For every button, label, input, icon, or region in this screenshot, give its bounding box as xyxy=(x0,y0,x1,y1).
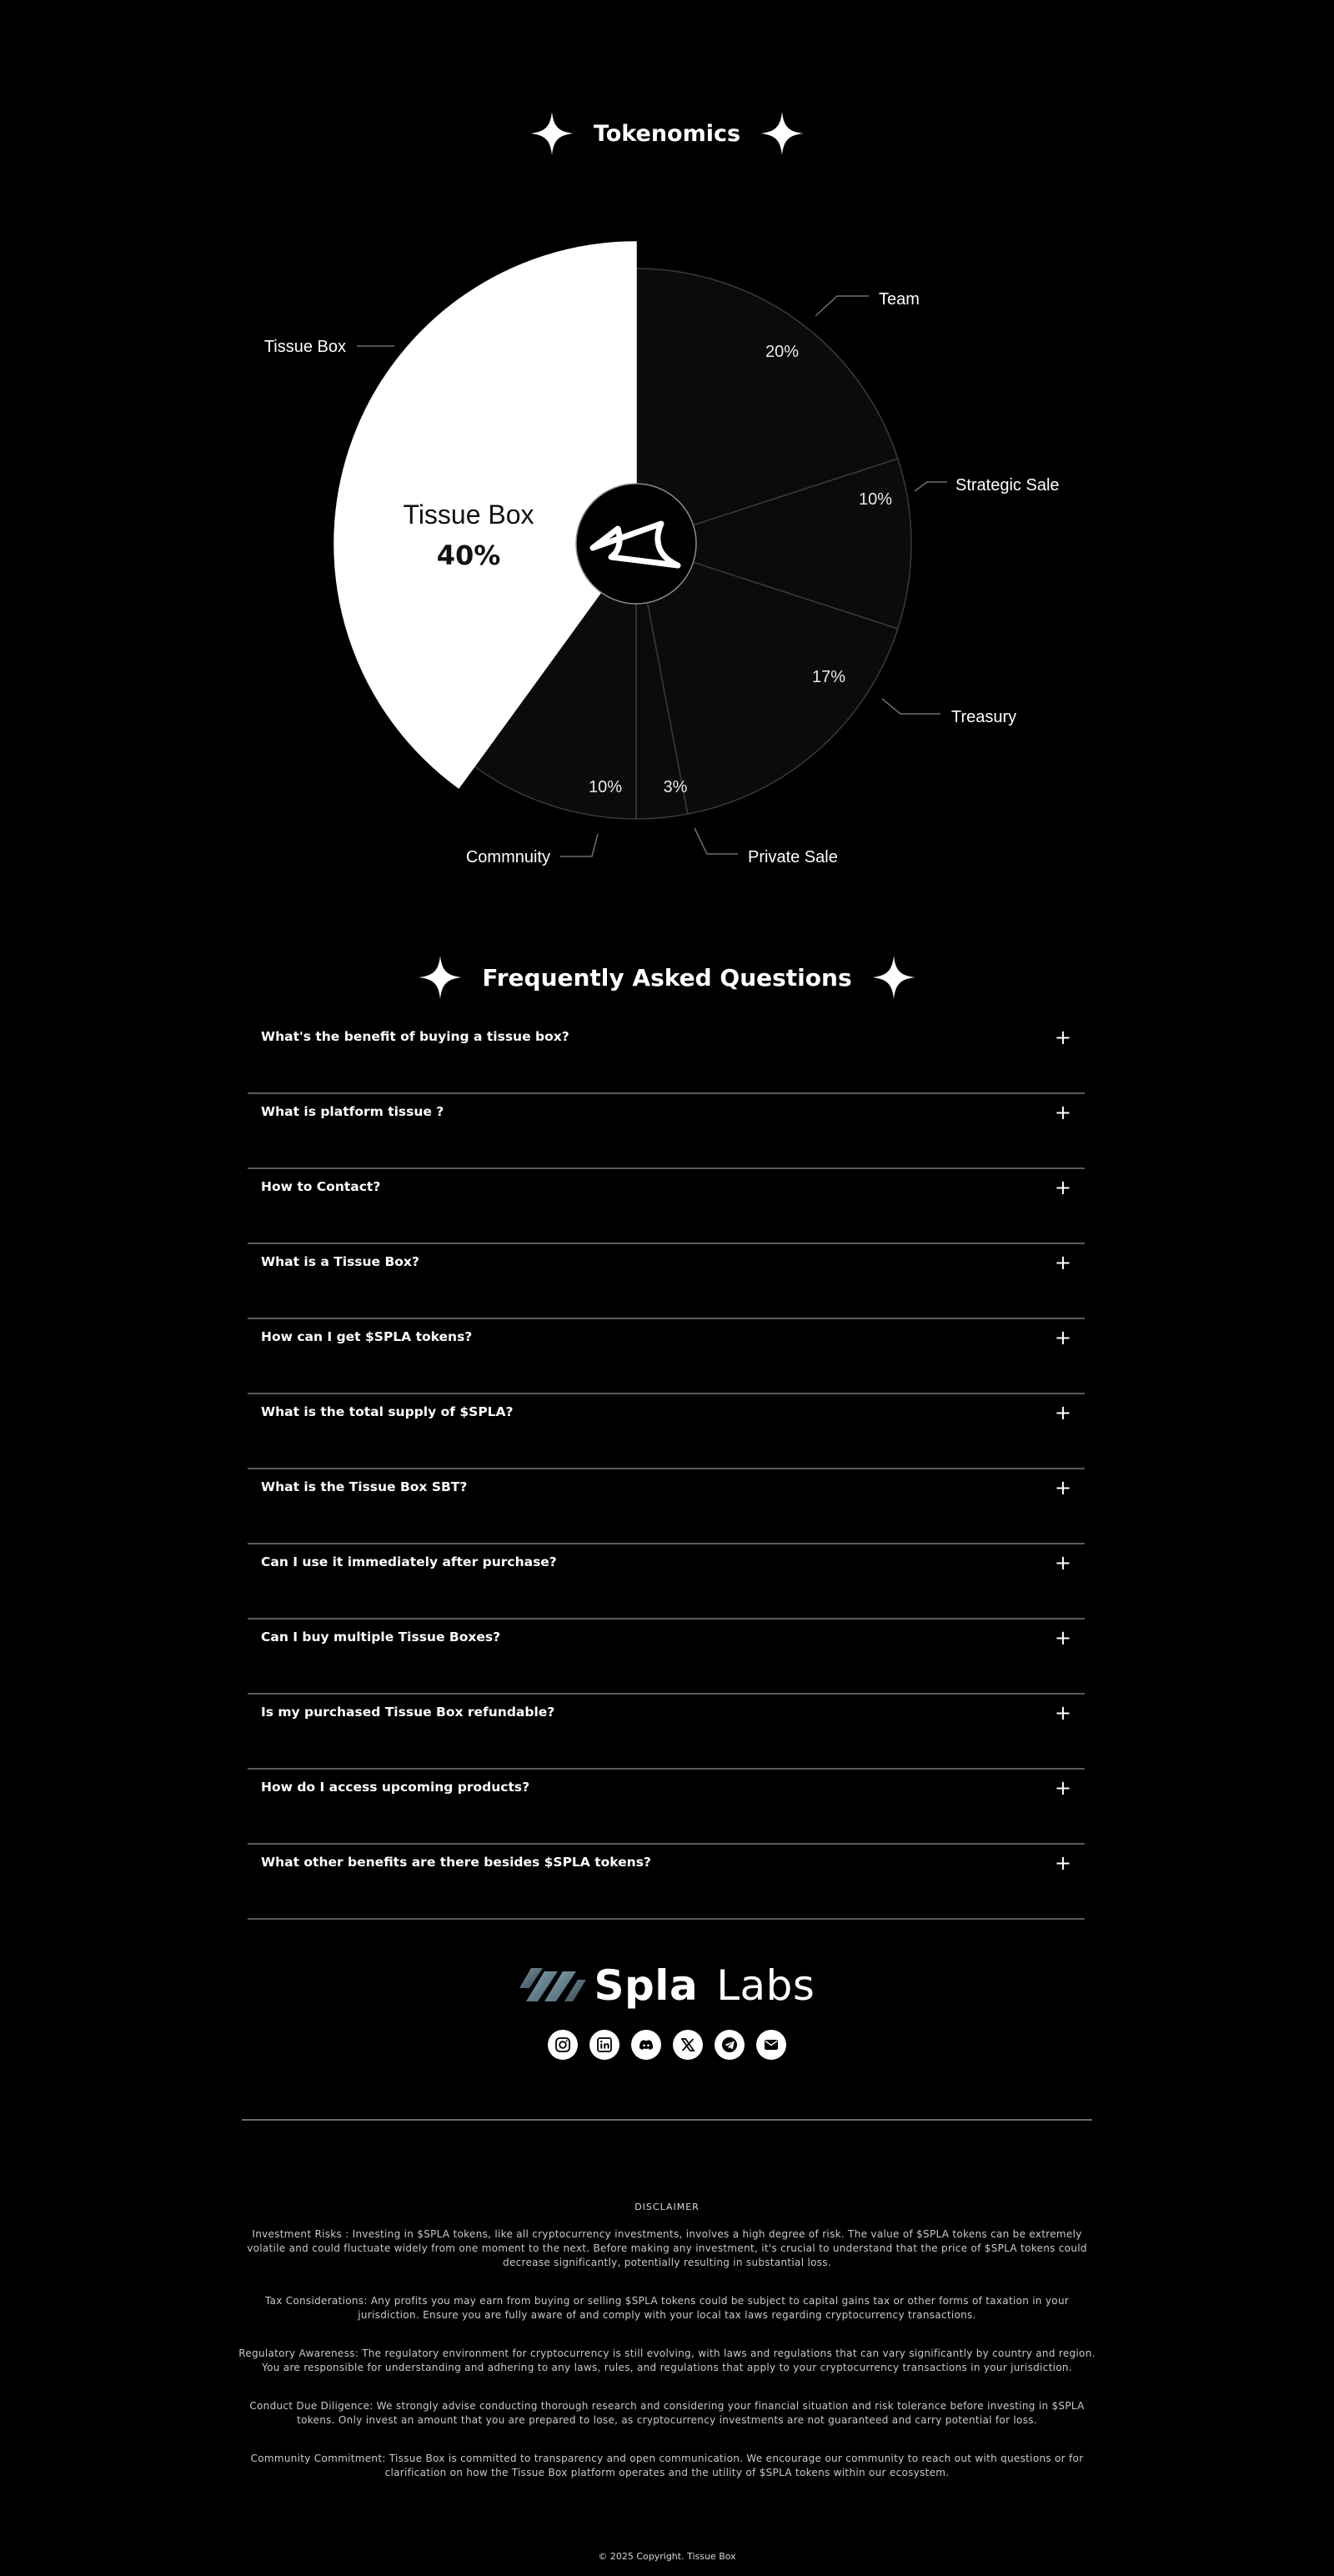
sparkle-icon xyxy=(419,956,462,999)
plus-icon[interactable]: + xyxy=(1054,1776,1071,1800)
faq-question: What is a Tissue Box? xyxy=(261,1254,419,1269)
faq-title: Frequently Asked Questions xyxy=(482,963,852,992)
disclaimer-regulatory-awareness: Regulatory Awareness: The regulatory environment for cryptocurrency is still evolving, with laws and regulations that can vary significantly by country and region. You are responsible for understanding and adhering to any laws, rules, and regulations that apply to your cryptocurrency transactions in your jurisdiction. xyxy=(238,2348,1096,2373)
faq-question: What is the Tissue Box SBT? xyxy=(261,1479,468,1494)
pie-highlight-label: Tissue Box xyxy=(403,500,534,530)
faq-item[interactable] xyxy=(248,1094,1085,1169)
faq-question: How to Contact? xyxy=(261,1179,381,1194)
pie-value-team: 20% xyxy=(765,343,800,361)
disclaimer-title: DISCLAIMER xyxy=(634,2202,700,2212)
faq-question: Is my purchased Tissue Box refundable? xyxy=(261,1705,555,1720)
pie-highlight-value: 40% xyxy=(436,540,501,571)
faq-question: What's the benefit of buying a tissue box? xyxy=(261,1029,569,1044)
brand-name-bold: Spla xyxy=(594,1961,699,2010)
sparkle-icon xyxy=(872,956,915,999)
plus-icon[interactable]: + xyxy=(1054,1851,1071,1875)
faq-item[interactable] xyxy=(248,1169,1085,1244)
linkedin-icon xyxy=(595,2036,614,2054)
pie-value-strategic-sale: 10% xyxy=(858,490,893,509)
discord-link[interactable] xyxy=(631,2030,661,2060)
x-link[interactable] xyxy=(673,2030,703,2060)
tokenomics-chart xyxy=(0,0,1334,917)
faq-question: Can I use it immediately after purchase? xyxy=(261,1554,557,1569)
faq-question: What is platform tissue ? xyxy=(261,1104,444,1119)
instagram-icon xyxy=(554,2036,572,2054)
linkedin-link[interactable] xyxy=(589,2030,619,2060)
disclaimer-due-diligence: Conduct Due Diligence: We strongly advise conducting thorough research and considering your financial situation and risk tolerance before investing in $SPLA tokens. Only invest an amount that you are prepared to lose, as cryptocurrency investments are not guaranteed and carry potential for loss. xyxy=(249,2400,1085,2426)
plus-icon[interactable]: + xyxy=(1054,1026,1071,1049)
footer-divider xyxy=(242,2119,1092,2121)
faq-header xyxy=(0,951,1334,1004)
pie-label-commnuity: Commnuity xyxy=(465,848,550,866)
faq-question: How can I get $SPLA tokens? xyxy=(261,1329,473,1344)
plus-icon[interactable]: + xyxy=(1054,1626,1071,1650)
faq-item[interactable] xyxy=(248,1469,1085,1544)
spla-logo-mark-icon xyxy=(519,1963,586,2008)
faq-question: What is the total supply of $SPLA? xyxy=(261,1404,514,1419)
pie-label-strategic-sale: Strategic Sale xyxy=(955,476,1060,495)
plus-icon[interactable]: + xyxy=(1054,1251,1071,1274)
faq-item[interactable] xyxy=(248,1544,1085,1619)
plus-icon[interactable]: + xyxy=(1054,1476,1071,1499)
faq-question: Can I buy multiple Tissue Boxes? xyxy=(261,1629,501,1645)
faq-item[interactable] xyxy=(248,1019,1085,1094)
pie-value-commnuity: 10% xyxy=(588,778,623,796)
disclaimer-investment-risks: Investment Risks : Investing in $SPLA tokens, like all cryptocurrency investments, involves a high degree of risk. The value of $SPLA tokens can be extremely volatile and could fluctuate widely from one moment to the next. Before making any investment, it's crucial to understand that the price of $SPLA tokens could decrease significantly, potentially resulting in substantial loss. xyxy=(247,2228,1087,2268)
faq-item[interactable] xyxy=(248,1845,1085,1920)
x-icon xyxy=(679,2036,697,2054)
spla-labs-logo[interactable] xyxy=(0,1960,1334,2011)
faq-list xyxy=(248,1019,1085,1920)
tokenomics-pie-svg xyxy=(0,0,1334,917)
instagram-link[interactable] xyxy=(548,2030,578,2060)
disclaimer-community-commitment: Community Commitment: Tissue Box is committed to transparency and open communication. We encourage our community to reach out with questions or for clarification on how the Tissue Box platform operates and the utility of $SPLA tokens within our ecosystem. xyxy=(250,2453,1084,2478)
email-link[interactable] xyxy=(756,2030,786,2060)
plus-icon[interactable]: + xyxy=(1054,1401,1071,1424)
copyright-text: © 2025 Copyright. Tissue Box xyxy=(598,2551,736,2562)
pie-value-private-sale: 3% xyxy=(663,778,688,796)
brand-name-light: Labs xyxy=(716,1961,815,2010)
telegram-link[interactable] xyxy=(715,2030,745,2060)
social-links xyxy=(0,2030,1334,2060)
faq-question: How do I access upcoming products? xyxy=(261,1780,530,1795)
pie-label-tissue-box: Tissue Box xyxy=(263,338,346,356)
disclaimer-tax-considerations: Tax Considerations: Any profits you may earn from buying or selling $SPLA tokens could be subject to capital gains tax or other forms of taxation in your jurisdiction. Ensure you are fully aware of and comply with your local tax laws regarding cryptocurrency transactions. xyxy=(264,2295,1070,2321)
tokenomics-title: Tokenomics xyxy=(593,120,741,147)
faq-item[interactable] xyxy=(248,1244,1085,1319)
plus-icon[interactable]: + xyxy=(1054,1701,1071,1725)
discord-icon xyxy=(637,2036,655,2054)
plus-icon[interactable]: + xyxy=(1054,1176,1071,1199)
telegram-icon xyxy=(720,2036,739,2054)
pie-value-treasury: 17% xyxy=(811,668,846,686)
faq-question: What other benefits are there besides $SPLA tokens? xyxy=(261,1855,651,1870)
leader-line-team xyxy=(815,296,869,316)
leader-line-commnuity xyxy=(560,834,598,856)
faq-item[interactable] xyxy=(248,1619,1085,1695)
plus-icon[interactable]: + xyxy=(1054,1551,1071,1574)
plus-icon[interactable]: + xyxy=(1054,1101,1071,1124)
pie-label-team: Team xyxy=(879,290,920,309)
email-icon xyxy=(762,2036,780,2054)
plus-icon[interactable]: + xyxy=(1054,1326,1071,1349)
pie-label-private-sale: Private Sale xyxy=(748,848,838,866)
pie-label-treasury: Treasury xyxy=(951,708,1017,726)
leader-line-private-sale xyxy=(695,828,738,854)
faq-item[interactable] xyxy=(248,1770,1085,1845)
disclaimer-section xyxy=(233,2202,1101,2504)
leader-line-strategic-sale xyxy=(915,482,947,491)
faq-item[interactable] xyxy=(248,1695,1085,1770)
faq-item[interactable] xyxy=(248,1394,1085,1469)
leader-line-treasury xyxy=(882,699,940,714)
faq-item[interactable] xyxy=(248,1319,1085,1394)
